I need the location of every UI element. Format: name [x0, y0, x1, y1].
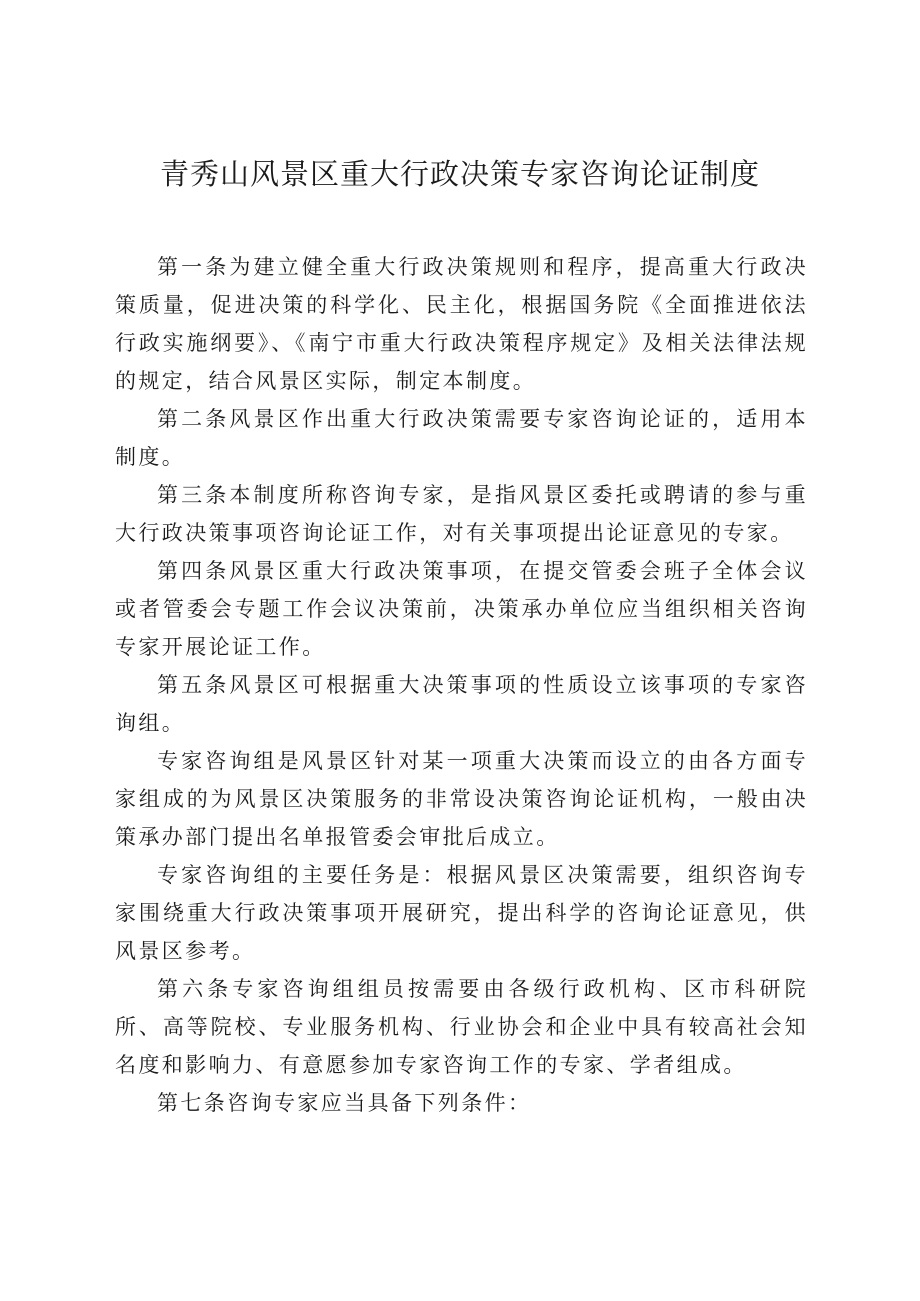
paragraph-article-4: 第四条风景区重大行政决策事项，在提交管委会班子全体会议或者管委会专题工作会议决策前，决策承办单位应当组织相关咨询专家开展论证工作。 [115, 559, 808, 659]
paragraph-expert-group-tasks: 专家咨询组的主要任务是：根据风景区决策需要，组织咨询专家围绕重大行政决策事项开展研究，提出科学的咨询论证意见，供风景区参考。 [115, 863, 808, 963]
paragraph-article-3: 第三条本制度所称咨询专家，是指风景区委托或聘请的参与重大行政决策事项咨询论证工作，对有关事项提出论证意见的专家。 [115, 483, 808, 545]
paragraph-article-2: 第二条风景区作出重大行政决策需要专家咨询论证的，适用本制度。 [115, 407, 808, 469]
paragraph-article-5: 第五条风景区可根据重大决策事项的性质设立该事项的专家咨询组。 [115, 673, 808, 735]
document-title: 青秀山风景区重大行政决策专家咨询论证制度 [159, 157, 760, 191]
paragraph-article-7: 第七条咨询专家应当具备下列条件： [157, 1091, 532, 1115]
paragraph-article-1: 第一条为建立健全重大行政决策规则和程序，提高重大行政决策质量，促进决策的科学化、民主化，根据国务院《全面推进依法行政实施纲要》、《南宁市重大行政决策程序规定》及相关法律法规的规定，结合风景区实际，制定本制度。 [115, 255, 808, 393]
paragraph-expert-group-definition: 专家咨询组是风景区针对某一项重大决策而设立的由各方面专家组成的为风景区决策服务的非常设决策咨询论证机构，一般由决策承办部门提出名单报管委会审批后成立。 [115, 749, 808, 849]
paragraph-article-6: 第六条专家咨询组组员按需要由各级行政机构、区市科研院所、高等院校、专业服务机构、行业协会和企业中具有较高社会知名度和影响力、有意愿参加专家咨询工作的专家、学者组成。 [115, 977, 808, 1077]
document-body [115, 248, 808, 1122]
